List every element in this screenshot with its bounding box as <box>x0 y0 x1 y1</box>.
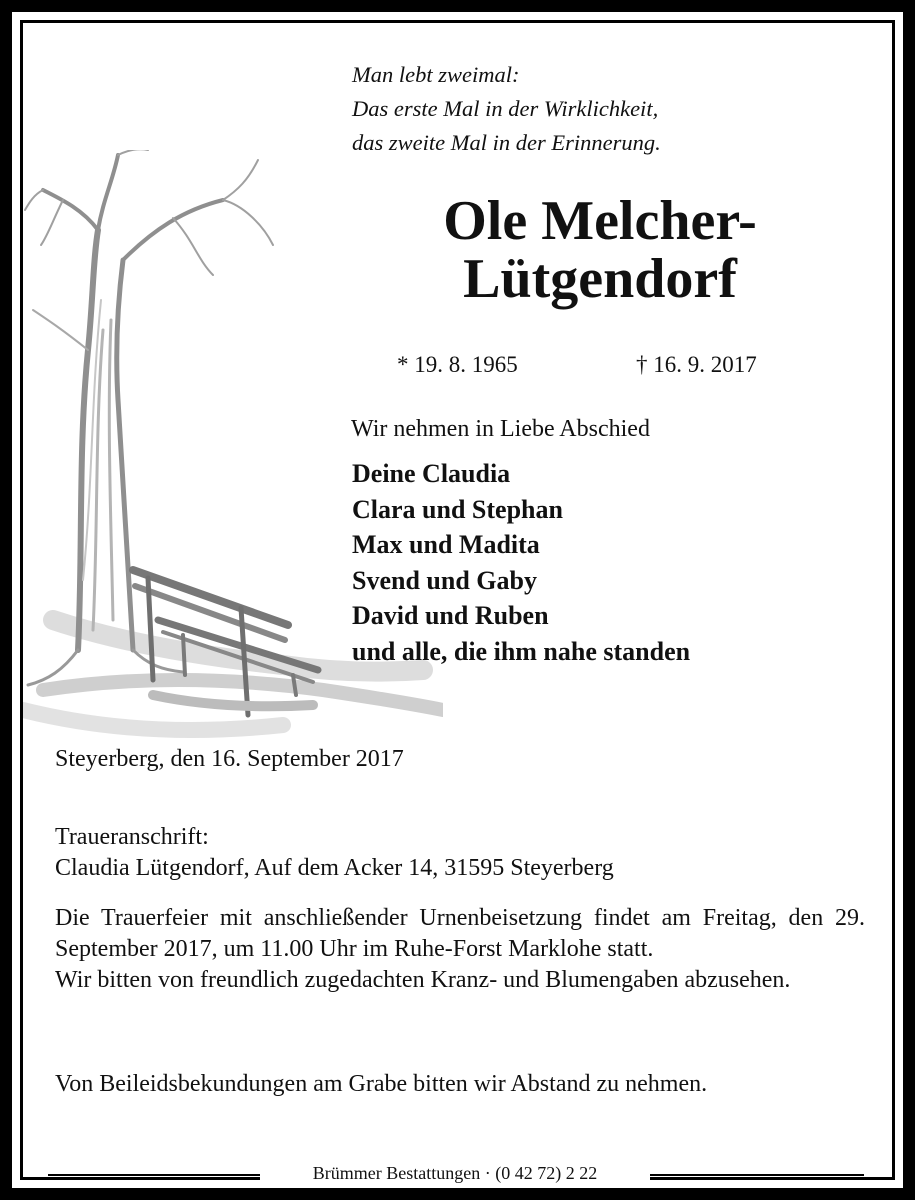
family-member: Clara und Stephan <box>352 494 563 524</box>
family-list <box>352 456 690 669</box>
footer-rule-left <box>48 1174 260 1176</box>
quote-line: Das erste Mal in der Wirklichkeit, <box>352 96 659 121</box>
mourning-address <box>55 822 865 884</box>
condolences-note: Von Beileidsbekundungen am Grabe bitten wir Abstand zu nehmen. <box>55 1071 708 1097</box>
ceremony-info <box>55 903 865 996</box>
name-line-2: Lütgendorf <box>463 248 737 310</box>
memorial-quote <box>352 58 661 160</box>
ceremony-paragraph: Die Trauerfeier mit anschließender Urnenbeisetzung findet am Freitag, den 29. September 2017, um 11.00 Uhr im Ruhe-Forst Marklohe statt. <box>55 905 865 962</box>
address-label: Traueranschrift: <box>55 824 209 850</box>
name-line-1: Ole Melcher- <box>443 190 757 252</box>
family-member: Svend und Gaby <box>352 565 537 595</box>
place-date: Steyerberg, den 16. September 2017 <box>55 746 404 772</box>
birth-date: * 19. 8. 1965 <box>397 352 518 377</box>
address-value: Claudia Lütgendorf, Auf dem Acker 14, 31595 Steyerberg <box>55 855 614 881</box>
quote-line: das zweite Mal in der Erinnerung. <box>352 130 661 155</box>
farewell-line: Wir nehmen in Liebe Abschied <box>351 416 650 442</box>
footer-rule-right <box>650 1174 864 1176</box>
family-member: Deine Claudia <box>352 459 511 488</box>
funeral-home-footer: Brümmer Bestattungen · (0 42 72) 2 22 <box>260 1163 650 1184</box>
deceased-name <box>330 192 870 308</box>
family-member: und alle, die ihm nahe standen <box>352 636 691 666</box>
family-member: Max und Madita <box>352 530 540 559</box>
family-member: David und Ruben <box>352 601 549 630</box>
death-date: † 16. 9. 2017 <box>636 352 757 377</box>
ceremony-paragraph: Wir bitten von freundlich zugedachten Kranz- und Blumengaben abzusehen. <box>55 967 791 993</box>
quote-line: Man lebt zweimal: <box>352 62 520 87</box>
